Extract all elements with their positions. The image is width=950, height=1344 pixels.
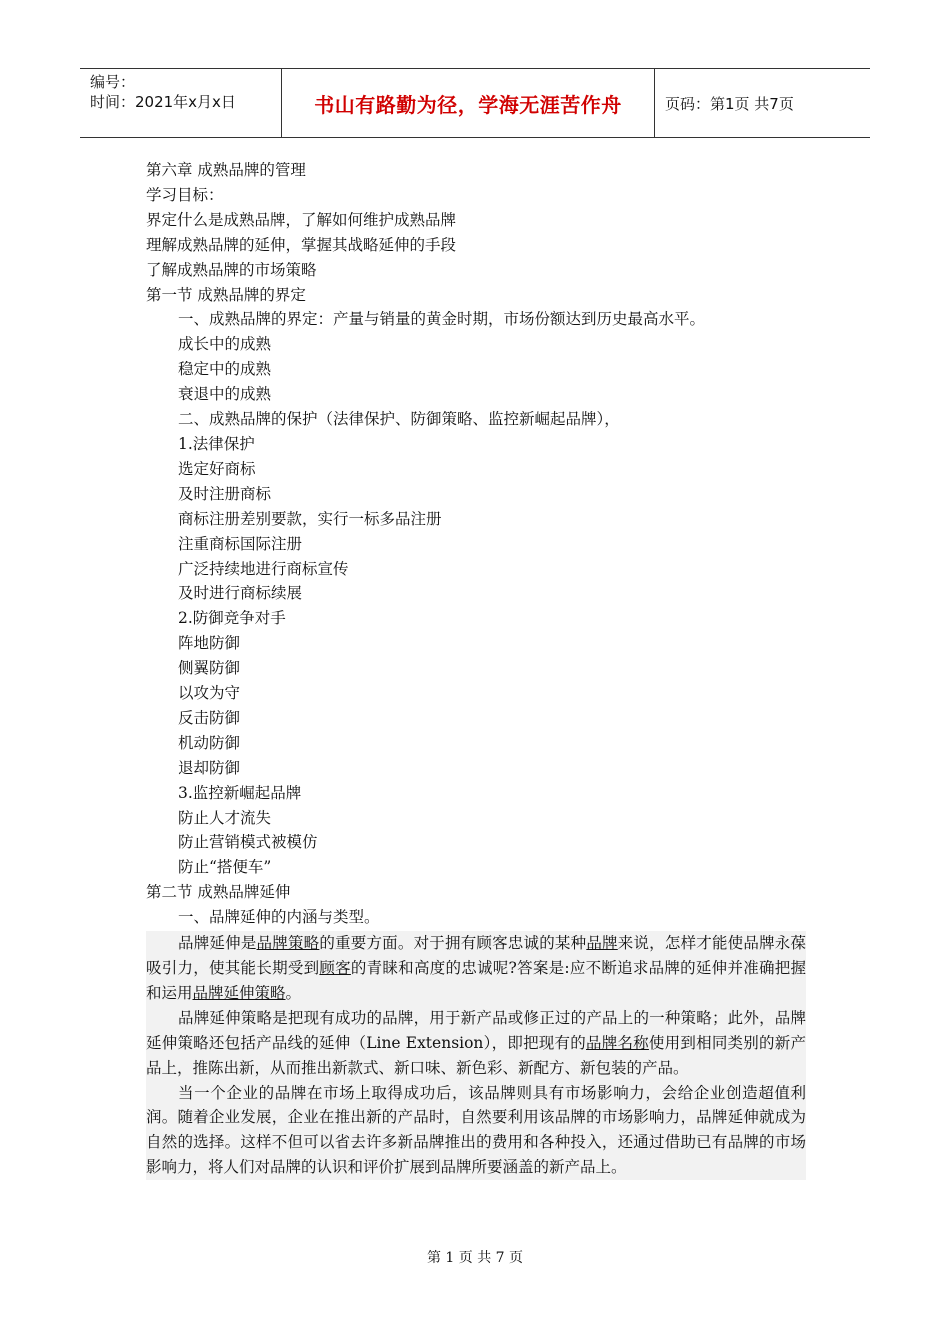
link-brand-name[interactable]: 品牌名称 [586,1033,649,1052]
text-line: 二、成熟品牌的保护（法律保护、防御策略、监控新崛起品牌）， [178,410,620,429]
text-line: 第一节 成熟品牌的界定 [146,285,306,304]
text-line: 及时注册商标 [178,484,272,503]
motto: 书山有路勤为径，学海无涯苦作舟 [314,92,622,117]
text-line: 反击防御 [178,708,241,727]
text-line: 防止人才流失 [178,808,272,827]
text-run: 。 [285,983,302,1002]
link-brand[interactable]: 品牌 [586,934,618,953]
page-footer: 第 1 页 共 7 页 [426,1250,524,1266]
text-line: 防止营销模式被模仿 [178,833,318,852]
text-line: 稳定中的成熟 [178,360,272,379]
text-line: 衰退中的成熟 [178,385,272,404]
text-line: 2.防御竞争对手 [178,609,286,628]
header-motto-cell [281,69,655,137]
outline-lines [146,158,806,930]
header-table [80,68,870,138]
text-line: 防止“搭便车” [178,858,272,877]
text-line: 学习目标： [146,185,224,204]
header-page-cell [655,69,870,137]
text-line: 3.监控新崛起品牌 [178,783,302,802]
text-line: 理解成熟品牌的延伸，掌握其战略延伸的手段 [146,235,457,254]
text-line: 成长中的成熟 [178,335,272,354]
link-brand-extension-strategy[interactable]: 品牌延伸策略 [192,983,286,1002]
paragraph-3 [146,1081,806,1181]
paragraph-block [146,931,806,1180]
text-run: 品牌延伸策略是把现有成功的品牌，用于新产品或修正过的产品上的一种策略；此外，品牌延伸策略还包括产品线的延伸（Line Extension），即把现有的 [146,1008,806,1052]
paragraph-1 [146,931,806,1006]
link-customer[interactable]: 顾客 [319,959,351,977]
document-body [146,158,806,1180]
paragraph-2 [146,1006,806,1081]
text-line: 1.法律保护 [178,434,255,453]
text-line: 侧翼防御 [178,659,241,678]
document-time: 时间：2021年x月x日 [90,93,236,111]
text-line: 退却防御 [178,758,241,777]
text-line: 一、成熟品牌的界定：产量与销量的黄金时期，市场份额达到历史最高水平。 [178,310,706,329]
header-meta [80,69,281,137]
text-run: 使用到相同类别的新产品上，推陈出新，从而推出新款式、新口味、新色彩、新配方、新包装的产品。 [146,1033,806,1077]
text-run: 的重要方面。对于拥有顾客忠诚的某种 [319,934,587,953]
text-line: 广泛持续地进行商标宣传 [178,559,349,578]
document-code: 编号： [90,73,136,91]
text-line: 第二节 成熟品牌延伸 [146,883,291,902]
text-line: 第六章 成熟品牌的管理 [146,161,306,179]
text-run: 的青睐和高度的忠诚呢?答案是:应不断追求品牌的延伸并准确把握和运用 [146,959,806,1002]
text-line: 及时进行商标续展 [178,584,303,603]
text-line: 商标注册差别要款，实行一标多品注册 [178,509,442,528]
text-run: 来说，怎样才能使品牌永葆吸引力，使其能长期受到 [146,934,806,977]
link-brand-strategy[interactable]: 品牌策略 [256,934,320,953]
text-line: 以攻为守 [178,684,241,703]
text-line: 一、品牌延伸的内涵与类型。 [178,908,380,927]
page-info: 页码：第1页 共7页 [665,94,794,113]
text-line: 选定好商标 [178,459,256,478]
text-line: 阵地防御 [178,634,241,653]
text-line: 界定什么是成熟品牌，了解如何维护成熟品牌 [146,210,457,229]
text-run: 品牌延伸是 [178,934,257,953]
text-line: 机动防御 [178,733,241,752]
text-line: 注重商标国际注册 [178,534,303,553]
text-run: 当一个企业的品牌在市场上取得成功后，该品牌则具有市场影响力，会给企业创造超值利润。随着企业发展，企业在推出新的产品时，自然要利用该品牌的市场影响力，品牌延伸就成为自然的选择。这样不但可以省去许多新品牌推出的费用和各种投入，还通过借助已有品牌的市场影响力，将人们对品牌的认识和评价扩展到品牌所要涵盖的新产品上。 [146,1083,806,1177]
text-line: 了解成熟品牌的市场策略 [146,260,317,279]
